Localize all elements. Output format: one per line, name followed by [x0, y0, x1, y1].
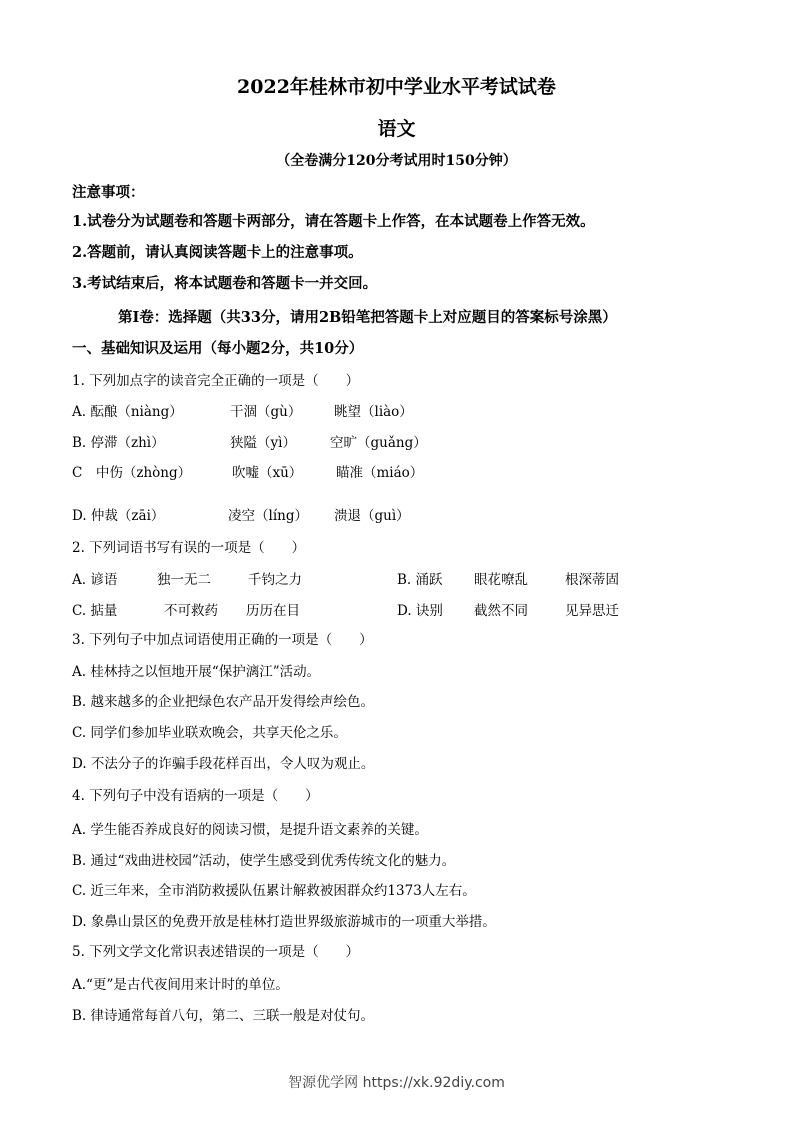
page-title: 2022年桂林市初中学业水平考试试卷: [237, 76, 556, 98]
question-stem: 4. 下列句子中没有语病的一项是（ ）: [72, 788, 319, 804]
option-a-item: 干涸（gù）: [230, 404, 302, 420]
question-stem: 5. 下列文学文化常识表述错误的一项是（ ）: [72, 944, 360, 960]
option-d-item: 见异思迁: [565, 603, 619, 619]
option-c: C. 近三年来，全市消防救援队伍累计解救被困群众约1373人左右。: [72, 883, 476, 899]
option-d: D. 象鼻山景区的免费开放是桂林打造世界级旅游城市的一项重大举措。: [72, 914, 496, 930]
option-c-item: C. 掂量: [72, 603, 118, 619]
option-c-item: C 中伤（zhòng）: [72, 465, 192, 481]
option-c-item: 不可救药: [164, 603, 218, 619]
notice-heading: 注意事项：: [72, 184, 145, 201]
option-b: B. 律诗通常每首八句，第二、三联一般是对仗句。: [72, 1008, 375, 1024]
option-b-item: 狭隘（yì）: [230, 435, 296, 451]
part-heading: 第Ⅰ卷：选择题（共33分，请用2B铅笔把答题卡上对应题目的答案标号涂黑）: [118, 309, 617, 326]
exam-info: （全卷满分120分考试用时150分钟）: [276, 153, 517, 169]
option-c-item: 历历在目: [246, 603, 300, 619]
option-a: A.“更”是古代夜间用来计时的单位。: [72, 977, 289, 993]
option-a-item: 千钧之力: [248, 572, 302, 588]
notice-item: 3.考试结束后，将本试题卷和答题卡一并交回。: [72, 275, 378, 292]
option-b-item: B. 停滞（zhì）: [72, 435, 165, 451]
option-a-item: 眺望（liào）: [334, 404, 413, 420]
option-b-item: B. 涌跃: [397, 572, 443, 588]
option-b: B. 越来越多的企业把绿色农产品开发得绘声绘色。: [72, 694, 375, 710]
question-stem: 1. 下列加点字的读音完全正确的一项是（ ）: [72, 373, 360, 389]
option-c: C. 同学们参加毕业联欢晚会，共享天伦之乐。: [72, 725, 347, 741]
option-b-item: 根深蒂固: [565, 572, 619, 588]
option-c-item: 吹嘘（xū）: [232, 465, 303, 481]
footer-watermark: 智源优学网 https://xk.92diy.com: [288, 1075, 505, 1091]
notice-item: 2.答题前，请认真阅读答题卡上的注意事项。: [72, 244, 363, 261]
section-heading: 一、基础知识及运用（每小题2分，共10分）: [72, 340, 364, 357]
question-stem: 2. 下列词语书写有误的一项是（ ）: [72, 540, 306, 556]
option-a: A. 学生能否养成良好的阅读习惯，是提升语文素养的关键。: [72, 822, 428, 838]
option-d-item: 截然不同: [474, 603, 528, 619]
option-c-item: 瞄准（miáo）: [336, 465, 424, 481]
option-d: D. 不法分子的诈骗手段花样百出，令人叹为观止。: [72, 756, 375, 772]
option-a-item: A. 酝酿（niàng）: [72, 404, 183, 420]
option-d-item: 溃退（guì）: [334, 508, 410, 524]
option-a: A. 桂林持之以恒地开展“保护漓江”活动。: [72, 664, 321, 680]
option-a-item: A. 谚语: [72, 572, 118, 588]
option-b-item: 眼花嘹乱: [474, 572, 528, 588]
notice-item: 1.试卷分为试题卷和答题卡两部分，请在答题卡上作答，在本试题卷上作答无效。: [72, 213, 595, 230]
option-b-item: 空旷（guǎng）: [330, 435, 427, 451]
subject-title: 语文: [377, 118, 416, 140]
question-stem: 3. 下列句子中加点词语使用正确的一项是（ ）: [72, 632, 373, 648]
option-d-item: D. 仲裁（zāi）: [72, 508, 165, 524]
option-b: B. 通过“戏曲进校园”活动，使学生感受到优秀传统文化的魅力。: [72, 853, 456, 869]
option-a-item: 独一无二: [157, 572, 211, 588]
option-d-item: 凌空（líng）: [228, 508, 308, 524]
option-d-item: D. 诀别: [397, 603, 443, 619]
